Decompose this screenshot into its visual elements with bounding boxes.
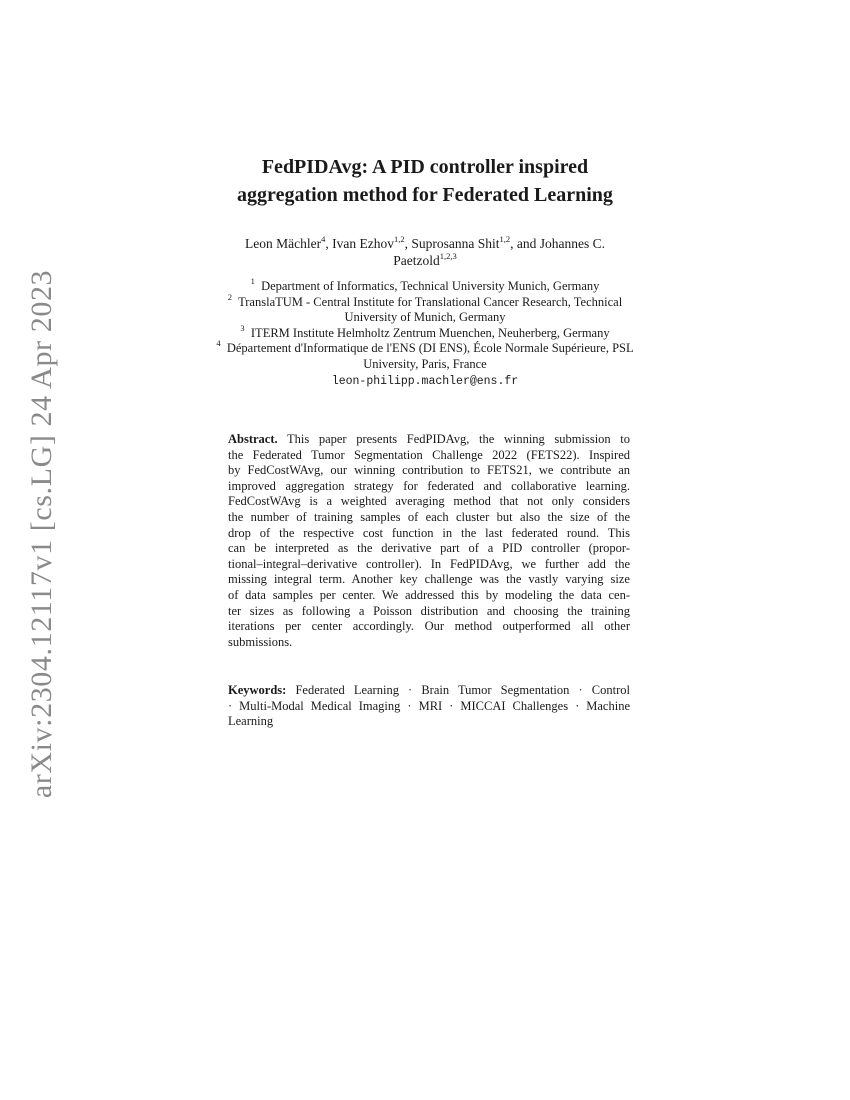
affiliation-number: 1 <box>250 276 255 286</box>
abstract-text: This paper presents FedPIDAvg, the winning submission to <box>287 432 630 446</box>
affiliation-text: University of Munich, Germany <box>344 310 506 325</box>
keywords-text: Federated Learning · Brain Tumor Segmentation · Control <box>295 683 630 697</box>
author-affiliation-mark: 4 <box>321 234 326 244</box>
author-name: Ivan Ezhov <box>332 236 394 251</box>
abstract-line: by FedCostWAvg, our winning contribution to FETS21, we contribute an <box>228 463 630 478</box>
affiliation-line <box>160 276 690 295</box>
affiliation-line <box>160 322 690 342</box>
affiliation-number: 2 <box>227 291 233 302</box>
arxiv-identifier-stamp <box>0 0 80 1100</box>
affiliation-number: 3 <box>240 322 245 333</box>
affiliation-text: Département d'Informatique de l'ENS (DI ENS), École Normale Supérieure, PSL <box>226 341 634 356</box>
author-separator: , and <box>510 236 540 251</box>
keywords-line: · Multi-Modal Medical Imaging · MRI · MICCAI Challenges · Machine <box>228 698 630 713</box>
title-line: FedPIDAvg: A PID controller inspired <box>261 156 589 178</box>
abstract-line: the number of training samples of each cluster but also the size of the <box>228 509 630 524</box>
abstract-line: can be interpreted as the derivative part of a PID controller (propor- <box>228 541 630 556</box>
affiliation-list <box>160 276 690 389</box>
abstract-line: submissions. <box>228 634 293 649</box>
author-name: Johannes C. <box>539 236 605 251</box>
author-separator: , <box>404 236 412 251</box>
affiliation-line <box>160 357 690 373</box>
author-affiliation-mark: 1,2 <box>393 234 405 244</box>
keywords-line: Learning <box>228 714 274 729</box>
author-separator: , <box>325 236 333 251</box>
abstract-line: of data samples per center. We addressed this by modeling the data cen- <box>228 587 630 602</box>
abstract-line: the Federated Tumor Segmentation Challenge 2022 (FETS22). Inspired <box>228 447 630 462</box>
abstract-line: iterations per center accordingly. Our method outperformed all other <box>228 619 630 634</box>
title-line: aggregation method for Federated Learning <box>237 184 613 206</box>
affiliation-text: University, Paris, France <box>363 356 487 371</box>
abstract-label: Abstract. <box>228 432 278 446</box>
affiliation-line <box>160 373 690 390</box>
author-email: leon-philipp.machler@ens.fr <box>331 374 519 388</box>
abstract-line: tional–integral–derivative controller). In FedPIDAvg, we further add the <box>228 556 630 571</box>
arxiv-id-text: arXiv:2304.12117v1 [cs.LG] 24 Apr 2023 <box>25 269 58 799</box>
affiliation-number: 4 <box>216 338 221 349</box>
paper-title <box>160 153 690 209</box>
affiliation-text: Department of Informatics, Technical University Munich, Germany <box>261 279 600 293</box>
author-name: Leon Mächler <box>245 236 322 251</box>
abstract-line: drop of the respective cost function in the last federated round. This <box>228 525 630 540</box>
author-line <box>160 235 690 252</box>
author-name: Paetzold <box>393 253 440 268</box>
author-affiliation-mark: 1,2 <box>499 234 511 244</box>
affiliation-text: TranslaTUM - Central Institute for Translational Cancer Research, Technical <box>238 294 623 309</box>
affiliation-text: ITERM Institute Helmholtz Zentrum Muenchen, Neuherberg, Germany <box>250 325 610 340</box>
abstract-line: improved aggregation strategy for federated and collaborative learning. <box>228 478 630 493</box>
author-affiliation-mark: 1,2,3 <box>439 251 457 261</box>
abstract-line: missing integral term. Another key challenge was the vastly varying size <box>228 572 630 587</box>
affiliation-line <box>160 291 690 311</box>
keywords-label: Keywords: <box>228 683 287 697</box>
keywords-block <box>228 683 630 730</box>
abstract-line <box>228 432 630 448</box>
abstract-line: FedCostWAvg is a weighted averaging method that not only considers <box>228 494 630 509</box>
affiliation-line <box>160 338 690 357</box>
keywords-line <box>228 683 630 699</box>
abstract-line: ter sizes as following a Poisson distribution and choosing the training <box>228 603 630 618</box>
author-line <box>160 252 690 269</box>
author-list <box>160 235 690 269</box>
abstract-block <box>228 432 630 650</box>
author-name: Suprosanna Shit <box>411 236 500 251</box>
